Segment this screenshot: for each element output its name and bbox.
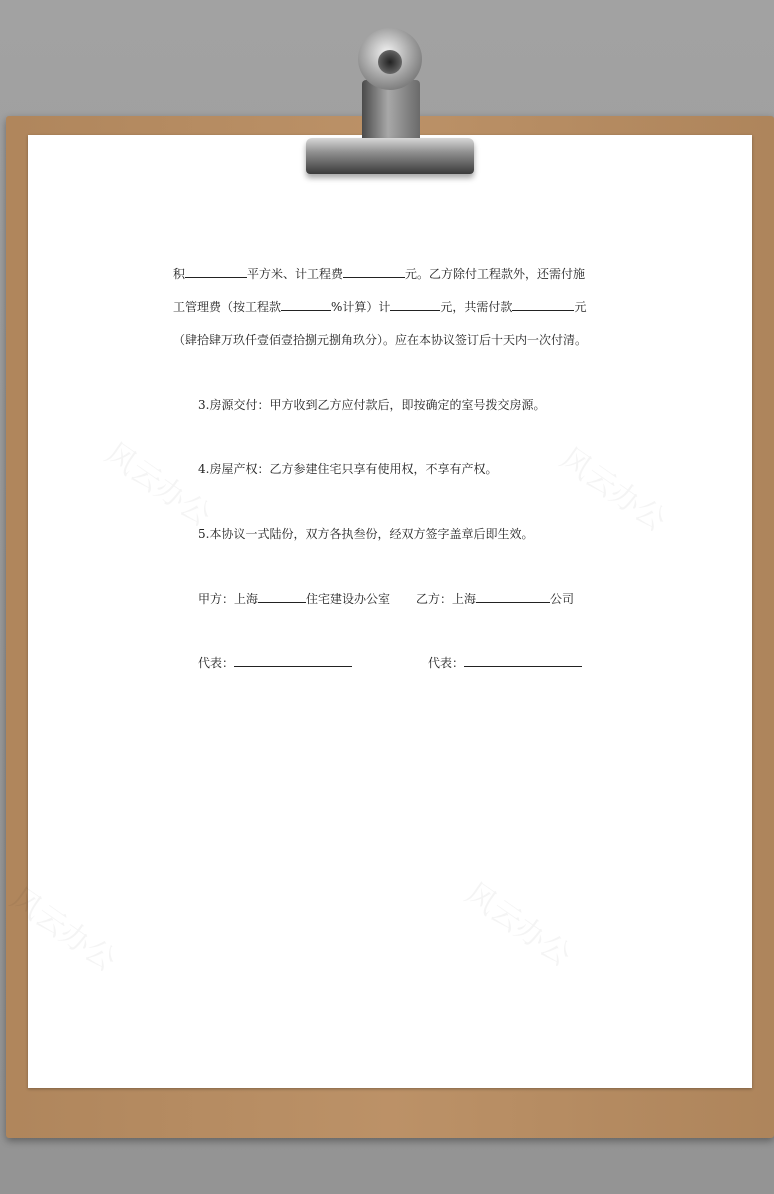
rep-a-label: 代表： [198,656,235,670]
item-4-ownership: 4.房屋产权：乙方参建住宅只享有使用权，不享有产权。 [198,462,498,476]
clip-base [306,138,474,174]
text: 积 [173,267,186,281]
signature-line-a [234,654,352,667]
party-a-prefix: 甲方：上海 [198,592,259,606]
clip-hole [378,50,402,74]
text: 元，共需付款 [440,300,513,314]
para1-line1 [0,265,774,282]
parties-line [0,590,774,607]
blank-party-b [476,590,550,603]
party-b-suffix: 公司 [550,592,575,606]
text: %计算）计 [331,300,391,314]
blank-percent [281,298,331,311]
text: 元 [574,300,587,314]
rep-b-label: 代表： [428,656,465,670]
party-b-prefix: 乙方：上海 [416,592,477,606]
para1-line2 [0,298,774,315]
text: 平方米、计工程费 [247,267,344,281]
blank-total [512,298,574,311]
blank-cost [343,265,405,278]
blank-party-a [258,590,306,603]
item-5-copies: 5.本协议一式陆份，双方各执叁份，经双方签字盖章后即生效。 [198,527,534,541]
representatives-line [0,654,774,671]
text: 工管理费（按工程款 [173,300,282,314]
signature-line-b [464,654,582,667]
blank-area [185,265,247,278]
party-a-suffix: 住宅建设办公室 [306,592,391,606]
blank-fee [390,298,440,311]
para1-line3: （肆拾肆万玖仟壹佰壹拾捌元捌角玖分）。应在本协议签订后十天内一次付清。 [173,333,588,347]
item-3-delivery: 3.房源交付：甲方收到乙方应付款后，即按确定的室号拨交房源。 [198,398,546,412]
text: 元。乙方除付工程款外，还需付施 [405,267,586,281]
